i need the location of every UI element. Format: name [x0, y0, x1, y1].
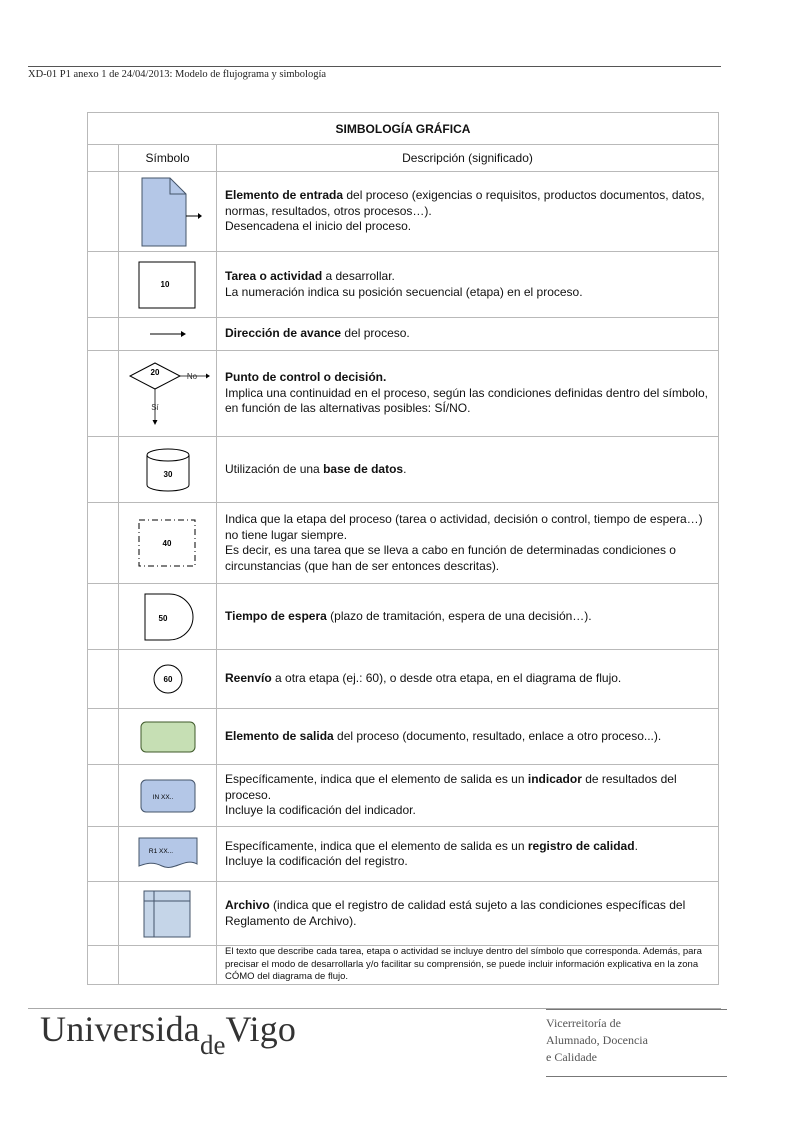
table-row — [88, 584, 719, 650]
table-row — [88, 650, 719, 709]
wait-delay-icon — [140, 591, 196, 643]
row-description: Tarea o actividad a desarrollar. La numeración indica su posición secuencial (etapa) en el proceso. — [217, 252, 719, 318]
table-row — [88, 437, 719, 503]
row-description: Específicamente, indica que el elemento de salida es un indicador de resultados del proceso. Incluye la codificación del indicador. — [217, 765, 719, 827]
indicator-icon — [138, 777, 198, 815]
table-row — [88, 318, 719, 351]
university-logo: Universida$_{de}$Vigo — [40, 1009, 297, 1060]
table-row — [88, 503, 719, 584]
symbology-table — [87, 112, 719, 985]
table-row — [88, 709, 719, 765]
connector-circle-icon — [151, 662, 185, 696]
archive-icon — [141, 888, 195, 940]
connector-number: 60 — [163, 675, 172, 684]
input-document-icon — [132, 174, 204, 250]
header-rule — [28, 66, 721, 67]
row-description: Tiempo de espera (plazo de tramitación, espera de una decisión…). — [217, 584, 719, 650]
quality-record-icon — [136, 834, 200, 874]
row-description: Indica que la etapa del proceso (tarea o actividad, decisión o control, tiempo de espera…) no tiene lugar siempre. Es decir, es una tarea que se lleva a cabo en función de determinadas condiciones o circunstancias (que han de ser entonces descritas). — [217, 503, 719, 584]
vice-rectorate: Vicerreitoría de Alumnado, Docencia e Calidade — [546, 1016, 648, 1064]
decision-yes-label: Sí — [150, 402, 159, 412]
decision-no-label: No — [186, 371, 197, 381]
output-element-icon — [138, 719, 198, 755]
database-number: 30 — [163, 469, 172, 479]
description-column-header: Descripción (significado) — [217, 145, 719, 172]
table-row — [88, 946, 719, 985]
table-row — [88, 882, 719, 946]
conditional-task-icon — [136, 517, 200, 569]
decision-diamond-icon — [123, 359, 213, 429]
table-row — [88, 252, 719, 318]
conditional-number: 40 — [162, 539, 171, 548]
vice-rule-top — [546, 1009, 727, 1010]
database-cylinder-icon — [143, 446, 193, 494]
row-description: Archivo (indica que el registro de calidad está sujeto a las condiciones específicas del Reglamento de Archivo). — [217, 882, 719, 946]
row-description: Punto de control o decisión. Implica una continuidad en el proceso, según las condiciones definidas dentro del símbolo, en función de las alternativas posibles: SÍ/NO. — [217, 351, 719, 437]
table-row — [88, 765, 719, 827]
task-number: 10 — [160, 279, 169, 289]
vice-rule-bottom — [546, 1076, 727, 1077]
decision-number: 20 — [150, 367, 159, 377]
table-row — [88, 827, 719, 882]
footnote-text: El texto que describe cada tarea, etapa o actividad se incluye dentro del símbolo que corresponda. Además, para precisar el modo de desarrollarla y/o facilitar su comprensión, se puede incluir información explicativa en la zona CÓMO del diagrama de flujo. — [217, 946, 719, 985]
task-box-icon — [136, 259, 200, 311]
record-code: R1 XX... — [148, 848, 173, 855]
row-description: Elemento de salida del proceso (documento, resultado, enlace a otro proceso...). — [217, 709, 719, 765]
wait-number: 50 — [158, 613, 167, 623]
row-description: Reenvío a otra etapa (ej.: 60), o desde otra etapa, en el diagrama de flujo. — [217, 650, 719, 709]
symbol-column-header: Símbolo — [119, 145, 217, 172]
direction-arrow-icon — [148, 328, 188, 340]
document-reference: XD-01 P1 anexo 1 de 24/04/2013: Modelo de flujograma y simbología — [28, 69, 327, 80]
row-description: Utilización de una base de datos. — [217, 437, 719, 503]
table-row — [88, 351, 719, 437]
table-row — [88, 172, 719, 252]
table-title: SIMBOLOGÍA GRÁFICA — [88, 113, 719, 145]
indicator-code: IN XX.. — [152, 793, 173, 801]
row-description: Elemento de entrada del proceso (exigencias o requisitos, productos documentos, datos, normas, resultados, otros procesos…). Desencadena el inicio del proceso. — [217, 172, 719, 252]
blank-cell — [88, 145, 119, 172]
row-description: Específicamente, indica que el elemento de salida es un registro de calidad. Incluye la codificación del registro. — [217, 827, 719, 882]
row-description: Dirección de avance del proceso. — [217, 318, 719, 351]
